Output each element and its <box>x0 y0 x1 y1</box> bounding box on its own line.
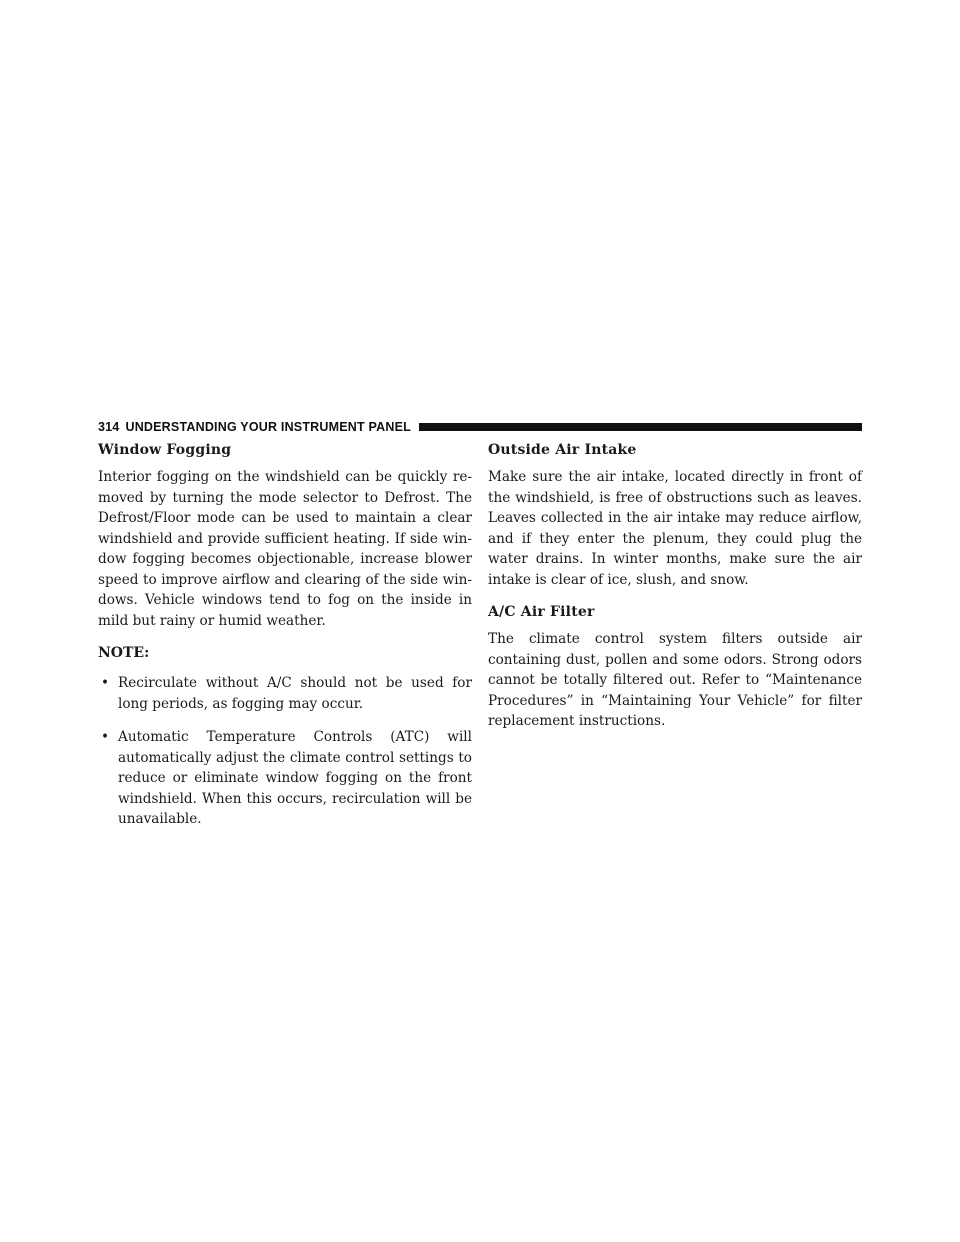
page-header <box>98 420 862 434</box>
note-bullet-item <box>98 673 472 714</box>
bullet-text: Recirculate without A/C should not be used for long periods, as fogging may occur. <box>118 675 472 712</box>
section-title: UNDERSTANDING YOUR INSTRUMENT PANEL <box>125 420 411 434</box>
bullet-dot-icon: • <box>101 675 110 691</box>
right-column <box>488 442 862 746</box>
note-label: NOTE: <box>98 645 150 661</box>
note-bullet-item <box>98 727 472 830</box>
heading-ac-air-filter: A/C Air Filter <box>488 604 595 620</box>
ac-air-filter-paragraph: The climate control system filters outside air containing dust, pollen and some odors. Strong odors cannot be totally filtered out. Refer to “Maintenance Procedures” in “Maintaining Your Vehicle” for filter replacement instructions. <box>488 631 862 729</box>
window-fogging-paragraph: Interior fogging on the windshield can be quickly removed by turning the mode selector to Defrost. The Defrost/Floor mode can be used to maintain a clear windshield and provide sufficient heating. If side window fogging becomes objectionable, increase blower speed to improve airflow and clearing of the side windows. Vehicle windows tend to fog on the inside in mild but rainy or humid weather. <box>98 469 472 629</box>
left-column <box>98 442 472 843</box>
note-bullet-list <box>98 673 472 830</box>
bullet-text: Automatic Temperature Controls (ATC) will automatically adjust the climate control settings to reduce or eliminate window fogging on the front windshield. When this occurs, recirculation will be unavailable. <box>118 729 472 827</box>
running-header <box>98 420 411 434</box>
page-number: 314 <box>98 420 120 434</box>
heading-window-fogging: Window Fogging <box>98 442 232 458</box>
heading-outside-air-intake: Outside Air Intake <box>488 442 637 458</box>
bullet-dot-icon: • <box>101 729 110 745</box>
outside-air-intake-paragraph: Make sure the air intake, located directly in front of the windshield, is free of obstructions such as leaves. Leaves collected in the air intake may reduce airflow, and if they enter the plenum, they could plug the water drains. In winter months, make sure the air intake is clear of ice, slush, and snow. <box>488 469 862 588</box>
header-rule <box>419 423 862 431</box>
